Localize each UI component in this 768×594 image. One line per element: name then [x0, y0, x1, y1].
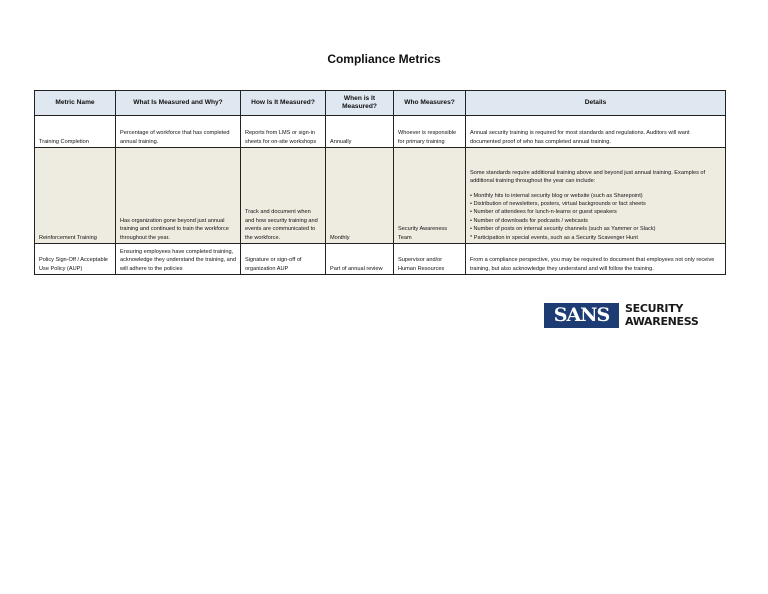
cell-what: Ensuring employees have completed training, acknowledge they understand the training, and will adhere to the policies: [116, 244, 241, 275]
cell-metric: Reinforcement Training: [35, 148, 116, 244]
cell-metric: Policy Sign-Off / Acceptable Use Policy (AUP): [35, 244, 116, 275]
cell-how: Track and document when and how security training and events are communicated to the workforce.: [241, 148, 326, 244]
details-block: [470, 169, 721, 242]
details-intro: Some standards require additional training above and beyond just annual training. Examples of additional training throughout the year can include:: [470, 169, 706, 185]
cell-who: Supervisor and/or Human Resources: [394, 244, 466, 275]
cell-how: Reports from LMS or sign-in sheets for on-site workshops: [241, 116, 326, 148]
cell-how: Signature or sign-off of organization AUP: [241, 244, 326, 275]
header-details: Details: [466, 91, 726, 116]
header-metric-name: Metric Name: [35, 91, 116, 116]
table-row: [35, 244, 726, 275]
header-who-measures: Who Measures?: [394, 91, 466, 116]
table-row: [35, 116, 726, 148]
compliance-metrics-table: [34, 90, 726, 275]
cell-details: From a compliance perspective, you may be required to document that employees not only receive training, but also acknowledge they understand and will follow the training.: [466, 244, 726, 275]
cell-details: Annual security training is required for most standards and regulations. Auditors will want documented proof of who has completed annual training.: [466, 116, 726, 148]
sans-logo-text: SANS: [553, 304, 610, 326]
page-title: Compliance Metrics: [327, 52, 441, 66]
cell-details: [466, 148, 726, 244]
cell-when: Monthly: [326, 148, 394, 244]
list-item: • Distribution of newsletters, posters, virtual backgrounds or fact sheets: [470, 201, 646, 208]
sans-security-awareness-logo: [544, 303, 706, 329]
table-header-row: [35, 91, 726, 116]
table-row: [35, 148, 726, 244]
header-how-measured: How Is It Measured?: [241, 91, 326, 116]
list-item: • Number of attendees for lunch-n-learns or guest speakers: [470, 209, 617, 216]
header-when-measured: When is It Measured?: [326, 91, 394, 116]
logo-line-awareness: AWARENESS: [625, 315, 699, 328]
cell-when: Annually: [326, 116, 394, 148]
cell-who: Whoever is responsible for primary training: [394, 116, 466, 148]
cell-what: Percentage of workforce that has completed annual training.: [116, 116, 241, 148]
list-item: • Number of downloads for podcasts / webcasts: [470, 217, 588, 224]
cell-metric: Training Completion: [35, 116, 116, 148]
cell-when: Part of annual review: [326, 244, 394, 275]
cell-who: Security Awareness Team: [394, 148, 466, 244]
header-what-measured: What Is Measured and Why?: [116, 91, 241, 116]
list-item: • Monthly hits to internal security blog or website (such as Sharepoint): [470, 192, 643, 199]
cell-what: Has organization gone beyond just annual training and continued to train the workforce throughout the year.: [116, 148, 241, 244]
list-item: • Number of posts on internal security channels (such as Yammer or Slack): [470, 226, 656, 233]
list-item: * Participation in special events, such as a Security Scavenger Hunt: [470, 234, 638, 241]
details-list: [470, 192, 721, 242]
logo-line-security: SECURITY: [625, 302, 684, 315]
